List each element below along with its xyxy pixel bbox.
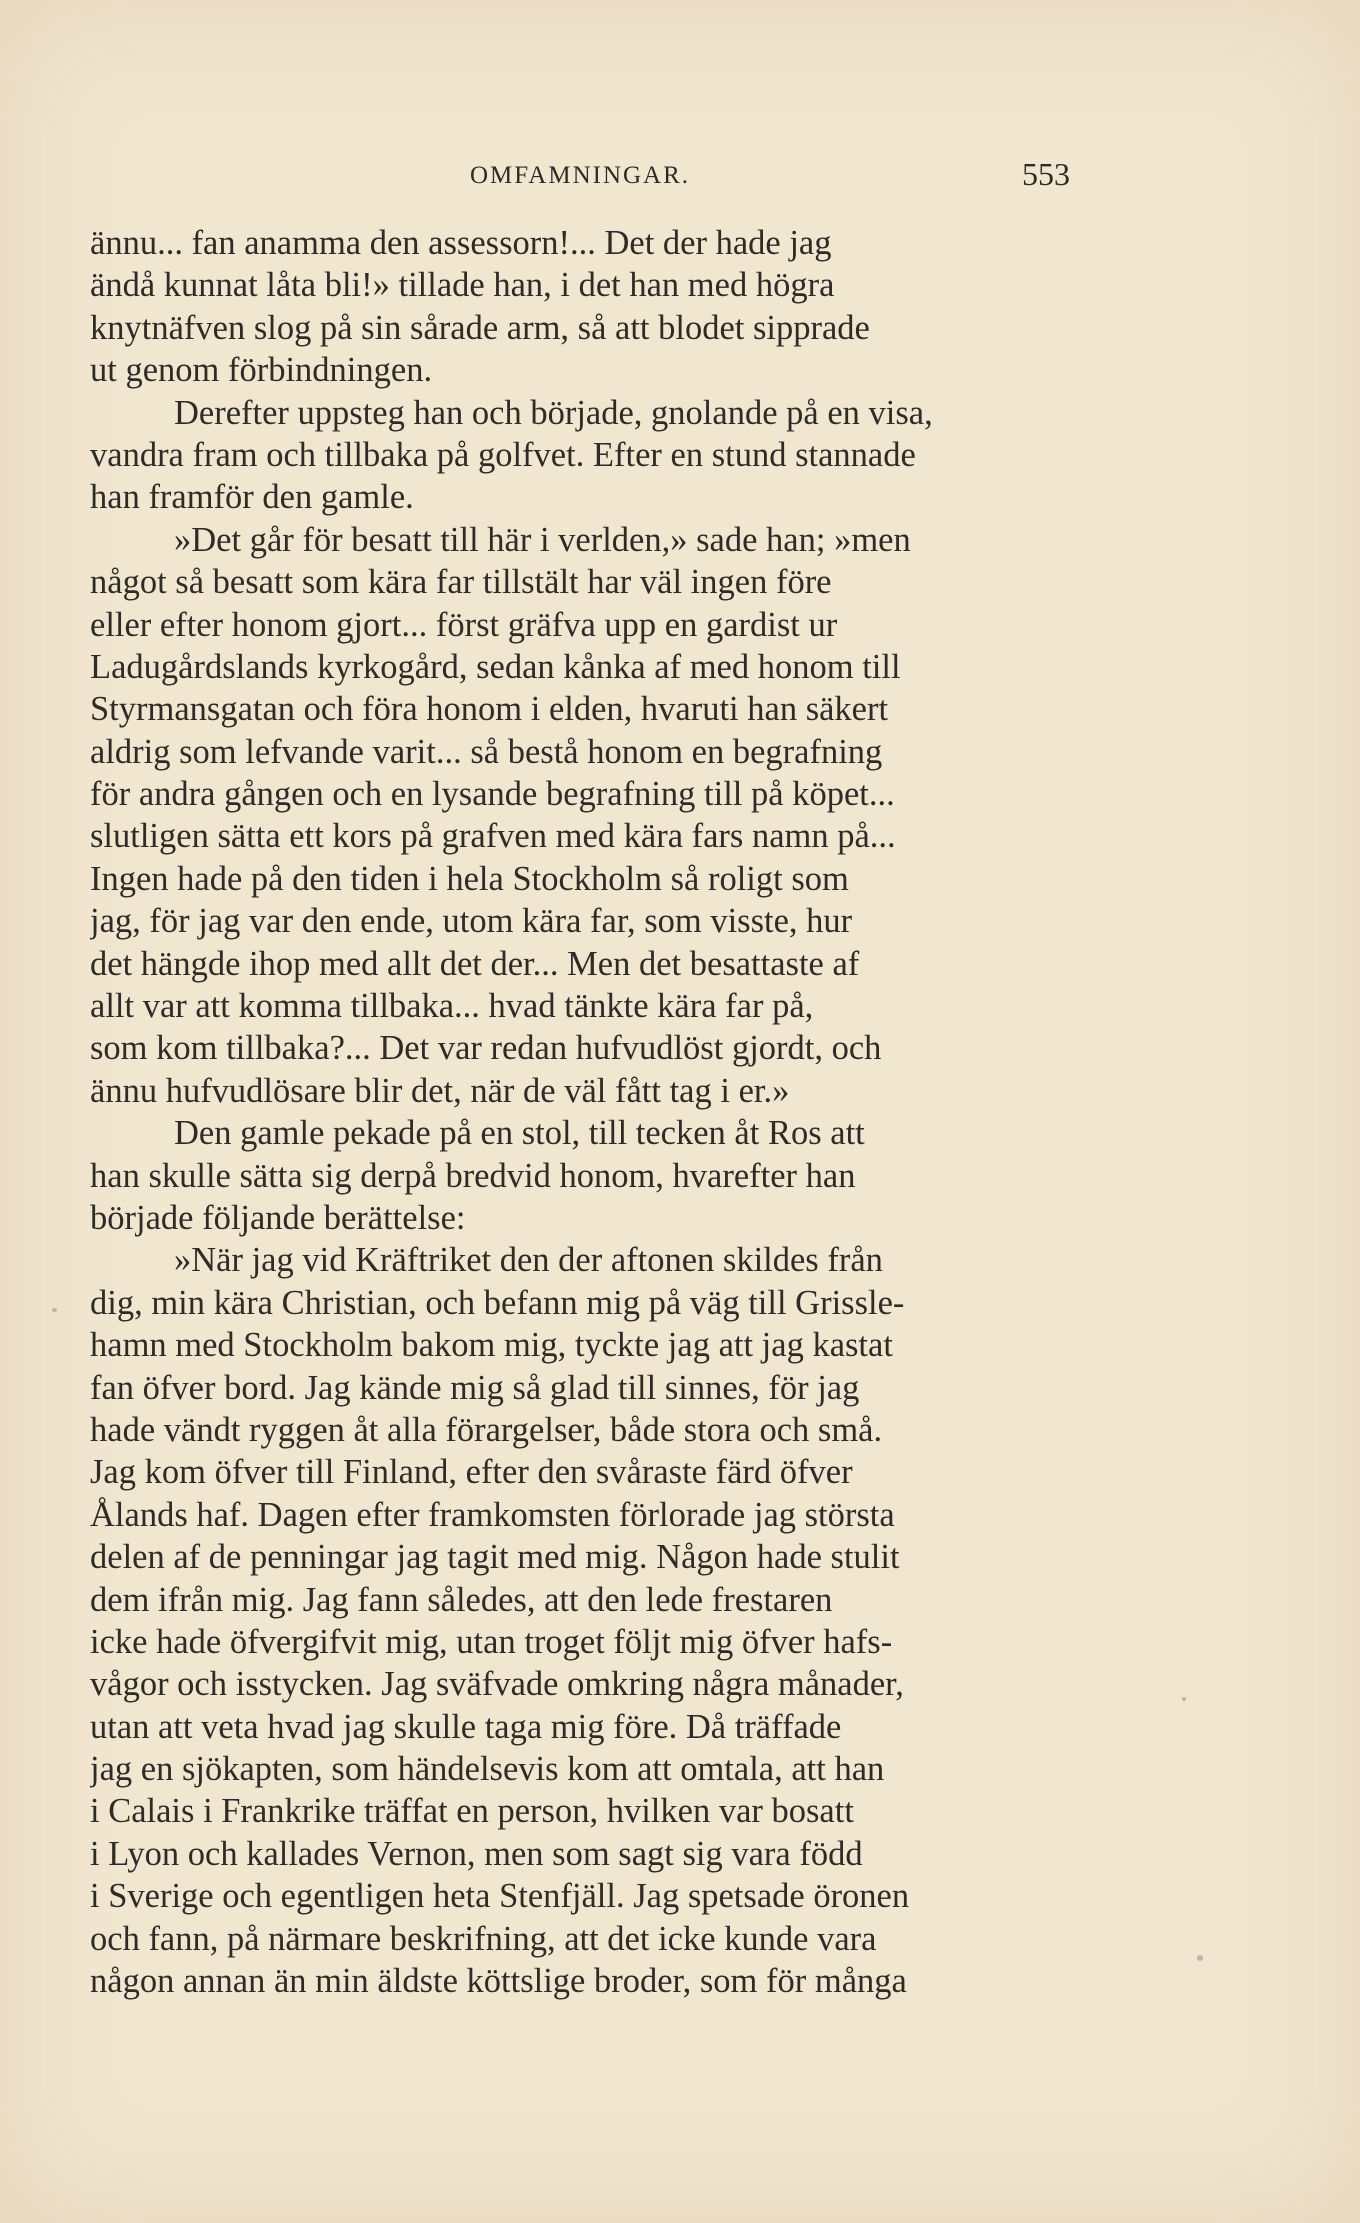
text-line: Ålands haf. Dagen efter framkomsten förlorade jag största: [90, 1495, 895, 1534]
text-line: jag, för jag var den ende, utom kära far, som visste, hur: [90, 902, 853, 941]
text-line: ännu hufvudlösare blir det, när de väl fått tag i er.»: [90, 1071, 790, 1110]
text-line: ännu... fan anamma den assessorn!... Det der hade jag: [90, 224, 832, 262]
text-line: Ingen hade på den tiden i hela Stockholm så roligt som: [90, 859, 849, 898]
page-number: 553: [1022, 156, 1070, 192]
text-line: dig, min kära Christian, och befann mig på väg till Grissle-: [90, 1283, 905, 1322]
text-line: hade vändt ryggen åt alla förargelser, både stora och små.: [90, 1410, 883, 1449]
text-line: utan att veta hvad jag skulle taga mig före. Då träffade: [90, 1707, 842, 1746]
text-line: det hängde ihop med allt det der... Men det besattaste af: [90, 944, 860, 983]
text-line: något så besatt som kära far tillstält har väl ingen före: [90, 563, 832, 602]
text-line: började följande berättelse:: [90, 1198, 466, 1237]
text-line: Derefter uppsteg han och började, gnolande på en visa,: [174, 393, 933, 432]
text-line: Styrmansgatan och föra honom i elden, hvaruti han säkert: [90, 690, 889, 729]
text-line: han framför den gamle.: [90, 478, 414, 517]
text-line: aldrig som lefvande varit... så bestå honom en begrafning: [90, 732, 883, 771]
text-line: dem ifrån mig. Jag fann således, att den lede frestaren: [90, 1580, 833, 1619]
text-line: allt var att komma tillbaka... hvad tänkte kära far på,: [90, 987, 814, 1026]
text-line: ut genom förbindningen.: [90, 351, 433, 390]
text-line: jag en sjökapten, som händelsevis kom att omtala, att han: [90, 1750, 885, 1789]
text-line: slutligen sätta ett kors på grafven med kära fars namn på...: [90, 817, 896, 856]
text-line: ändå kunnat låta bli!» tillade han, i det han med högra: [90, 266, 835, 305]
text-line: för andra gången och en lysande begrafning till på köpet...: [90, 775, 895, 814]
text-line: fan öfver bord. Jag kände mig så glad till sinnes, för jag: [90, 1368, 860, 1407]
text-line: i Sverige och egentligen heta Stenfjäll. Jag spetsade öronen: [90, 1877, 910, 1916]
text-line: någon annan än min äldste köttslige broder, som för många: [90, 1962, 907, 2001]
text-line: delen af de penningar jag tagit med mig. Någon hade stulit: [90, 1538, 900, 1577]
margin-speck: [1197, 1955, 1203, 1961]
text-line: »När jag vid Kräftriket den der aftonen skildes från: [174, 1241, 883, 1280]
text-line: vågor och isstycken. Jag sväfvade omkring några månader,: [90, 1665, 904, 1704]
text-line: Den gamle pekade på en stol, till tecken åt Ros att: [174, 1114, 865, 1153]
text-line: och fann, på närmare beskrifning, att det icke kunde vara: [90, 1919, 877, 1958]
text-line: i Calais i Frankrike träffat en person, hvilken var bosatt: [90, 1792, 854, 1831]
margin-speck: [52, 1308, 57, 1312]
running-head: OMFAMNINGAR.: [469, 162, 691, 189]
text-line: »Det går för besatt till här i verlden,» sade han; »men: [174, 520, 911, 559]
text-line: vandra fram och tillbaka på golfvet. Efter en stund stannade: [90, 435, 916, 474]
page-header: [90, 150, 1070, 200]
text-line: i Lyon och kallades Vernon, men som sagt sig vara född: [90, 1834, 863, 1873]
text-line: han skulle sätta sig derpå bredvid honom, hvarefter han: [90, 1156, 856, 1195]
text-line: Jag kom öfver till Finland, efter den svåraste färd öfver: [90, 1453, 853, 1492]
text-line: hamn med Stockholm bakom mig, tyckte jag att jag kastat: [90, 1326, 893, 1365]
body-text: [90, 222, 1122, 2002]
text-line: icke hade öfvergifvit mig, utan troget följt mig öfver hafs-: [90, 1622, 893, 1661]
text-line: som kom tillbaka?... Det var redan hufvudlöst gjordt, och: [90, 1029, 882, 1068]
margin-speck: [1182, 1697, 1186, 1701]
text-line: knytnäfven slog på sin sårade arm, så att blodet sipprade: [90, 308, 870, 347]
text-line: Ladugårdslands kyrkogård, sedan kånka af med honom till: [90, 647, 901, 686]
text-line: eller efter honom gjort... först gräfva upp en gardist ur: [90, 605, 838, 644]
